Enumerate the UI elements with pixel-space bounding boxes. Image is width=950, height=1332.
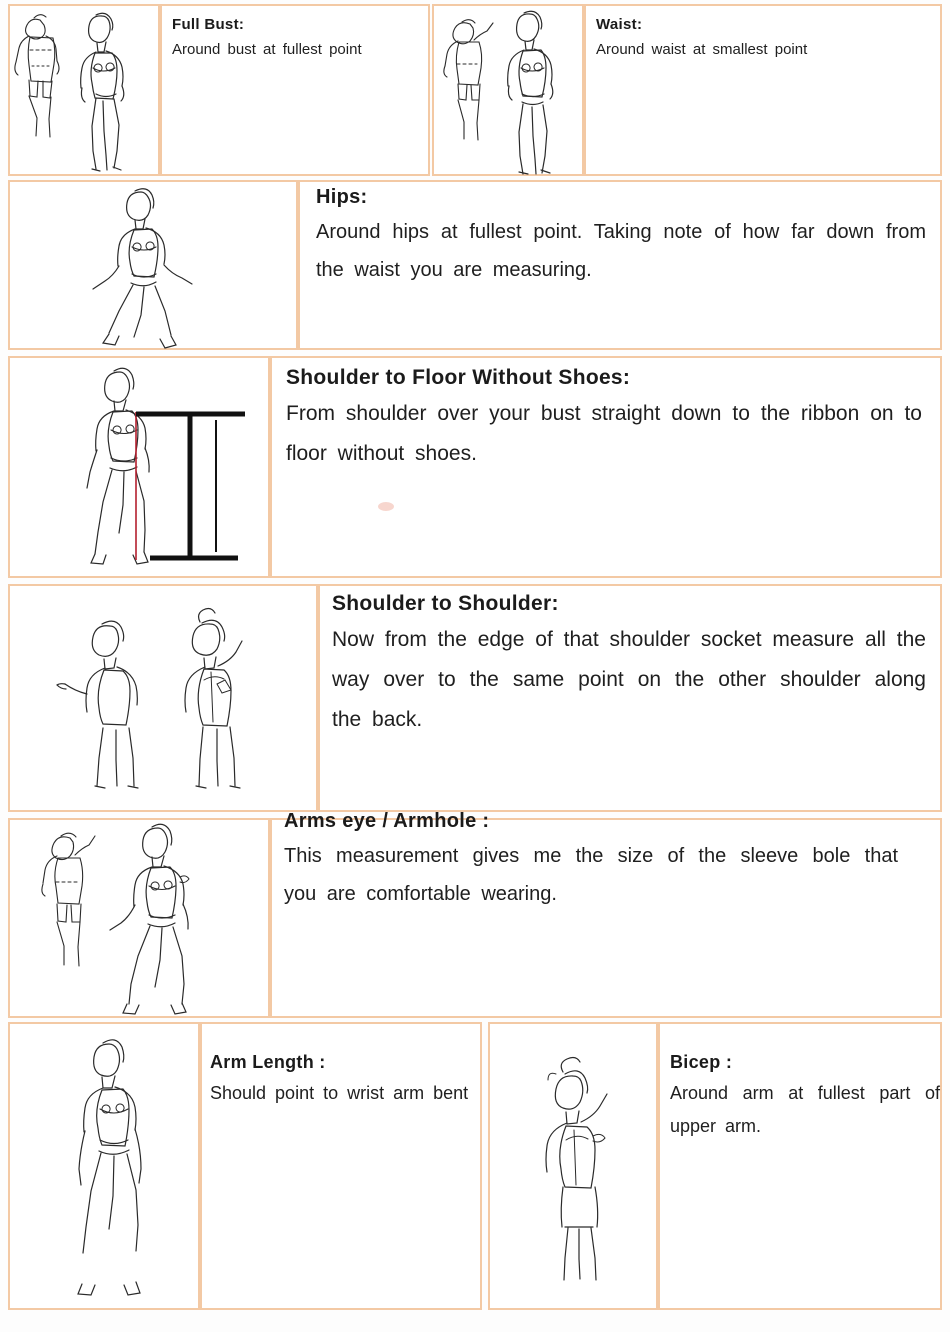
woman-hips-measure-illustration: [65, 184, 240, 349]
arms-eye-body: This measurement gives me the size of the sleeve bole that you are comfortable wearing.: [284, 845, 898, 905]
full-bust-body: Around bust at fullest point: [172, 41, 362, 58]
panel-hips-figure: [8, 180, 298, 350]
waist-title: Waist:: [596, 16, 643, 33]
woman-back-shoulder-illustration: [50, 606, 310, 796]
section-arms-eye: [284, 810, 898, 913]
section-shoulder-to-shoulder: [332, 592, 926, 740]
section-full-bust: [172, 16, 420, 63]
full-bust-title: Full Bust:: [172, 16, 245, 33]
panel-shoulder-floor-figure: [8, 356, 270, 578]
paper-smudge-2: [378, 502, 394, 511]
bicep-title: Bicep :: [670, 1052, 733, 1072]
section-hips: [316, 186, 926, 289]
section-waist: [596, 16, 930, 63]
section-arm-length: [210, 1052, 472, 1110]
panel-shoulder-shoulder-figure: [8, 584, 318, 812]
shoulder-to-shoulder-title: Shoulder to Shoulder:: [332, 592, 559, 615]
section-bicep: [670, 1052, 940, 1143]
woman-waist-measure-illustration: [434, 6, 584, 176]
arms-eye-title: Arms eye / Armhole :: [284, 810, 490, 832]
bicep-body: Around arm at fullest part of upper arm.: [670, 1083, 940, 1136]
panel-arm-length-figure: [8, 1022, 200, 1310]
panel-full-bust-figure: [8, 4, 160, 176]
waist-body: Around waist at smallest point: [596, 41, 808, 58]
woman-bicep-illustration: [505, 1054, 655, 1284]
hips-body: Around hips at fullest point. Taking note of how far down from the waist you are measuring.: [316, 221, 926, 281]
shoulder-to-floor-body: From shoulder over your bust straight down to the ribbon on to floor without shoes.: [286, 402, 922, 465]
panel-bicep-figure: [488, 1022, 658, 1310]
arm-length-body: Should point to wrist arm bent: [210, 1083, 469, 1103]
hips-title: Hips:: [316, 186, 368, 208]
woman-bust-measure-illustration: [10, 6, 160, 176]
arm-length-title: Arm Length :: [210, 1052, 326, 1072]
panel-armhole-figure: [8, 818, 270, 1018]
section-shoulder-to-floor: [286, 366, 922, 474]
shoulder-to-shoulder-body: Now from the edge of that shoulder socket measure all the way over to the same point on the other shoulder along the back.: [332, 628, 926, 731]
woman-armhole-illustration: [30, 820, 270, 1016]
panel-waist-figure: [432, 4, 584, 176]
woman-shoulder-to-floor-illustration: [40, 362, 270, 576]
woman-arm-length-illustration: [35, 1034, 195, 1302]
shoulder-to-floor-title: Shoulder to Floor Without Shoes:: [286, 366, 631, 389]
